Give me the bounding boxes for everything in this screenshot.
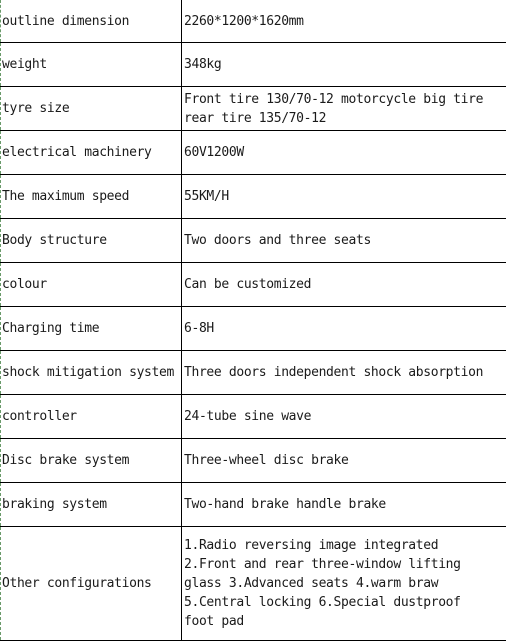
spec-label: weight <box>1 43 182 87</box>
spec-value: Two-hand brake handle brake <box>182 483 506 527</box>
spec-label: Charging time <box>1 307 182 351</box>
spec-value: 55KM/H <box>182 175 506 219</box>
spec-row-controller <box>1 395 506 439</box>
spec-label: electrical machinery <box>1 131 182 175</box>
spec-value-line: foot pad <box>184 612 506 631</box>
spec-value: 24-tube sine wave <box>182 395 506 439</box>
spec-value: Three doors independent shock absorption <box>182 351 506 395</box>
spec-row-outline-dimension <box>1 0 506 43</box>
spec-row-colour <box>1 263 506 307</box>
spec-row-charging-time <box>1 307 506 351</box>
spec-value: Two doors and three seats <box>182 219 506 263</box>
spec-row-maximum-speed <box>1 175 506 219</box>
spec-label: outline dimension <box>1 0 182 43</box>
spec-value-line: glass 3.Advanced seats 4.warm braw <box>184 574 506 593</box>
spec-value <box>182 87 506 131</box>
spec-row-disc-brake <box>1 439 506 483</box>
spec-label: tyre size <box>1 87 182 131</box>
spec-row-weight <box>1 43 506 87</box>
spec-value-line: rear tire 135/70-12 <box>184 109 506 128</box>
spec-row-electrical-machinery <box>1 131 506 175</box>
spec-value: 2260*1200*1620mm <box>182 0 506 43</box>
spec-row-other-configurations <box>1 527 506 641</box>
spec-value-line: 1.Radio reversing image integrated <box>184 536 506 555</box>
spec-value-line: Front tire 130/70-12 motorcycle big tire <box>184 90 506 109</box>
spec-value: 348kg <box>182 43 506 87</box>
spec-value-line: 5.Central locking 6.Special dustproof <box>184 593 506 612</box>
spec-label: Body structure <box>1 219 182 263</box>
spec-label: shock mitigation system <box>1 351 182 395</box>
spec-value: 6-8H <box>182 307 506 351</box>
spec-label: Other configurations <box>1 527 182 641</box>
spec-label: The maximum speed <box>1 175 182 219</box>
spec-row-tyre-size <box>1 87 506 131</box>
spec-label: braking system <box>1 483 182 527</box>
spec-row-shock-mitigation <box>1 351 506 395</box>
spec-label: Disc brake system <box>1 439 182 483</box>
spec-row-braking-system <box>1 483 506 527</box>
spec-row-body-structure <box>1 219 506 263</box>
spec-value: Can be customized <box>182 263 506 307</box>
spec-value: 60V1200W <box>182 131 506 175</box>
spec-label: colour <box>1 263 182 307</box>
spec-value: Three-wheel disc brake <box>182 439 506 483</box>
spec-value-line: 2.Front and rear three-window lifting <box>184 555 506 574</box>
spec-value <box>182 527 506 641</box>
spec-label: controller <box>1 395 182 439</box>
